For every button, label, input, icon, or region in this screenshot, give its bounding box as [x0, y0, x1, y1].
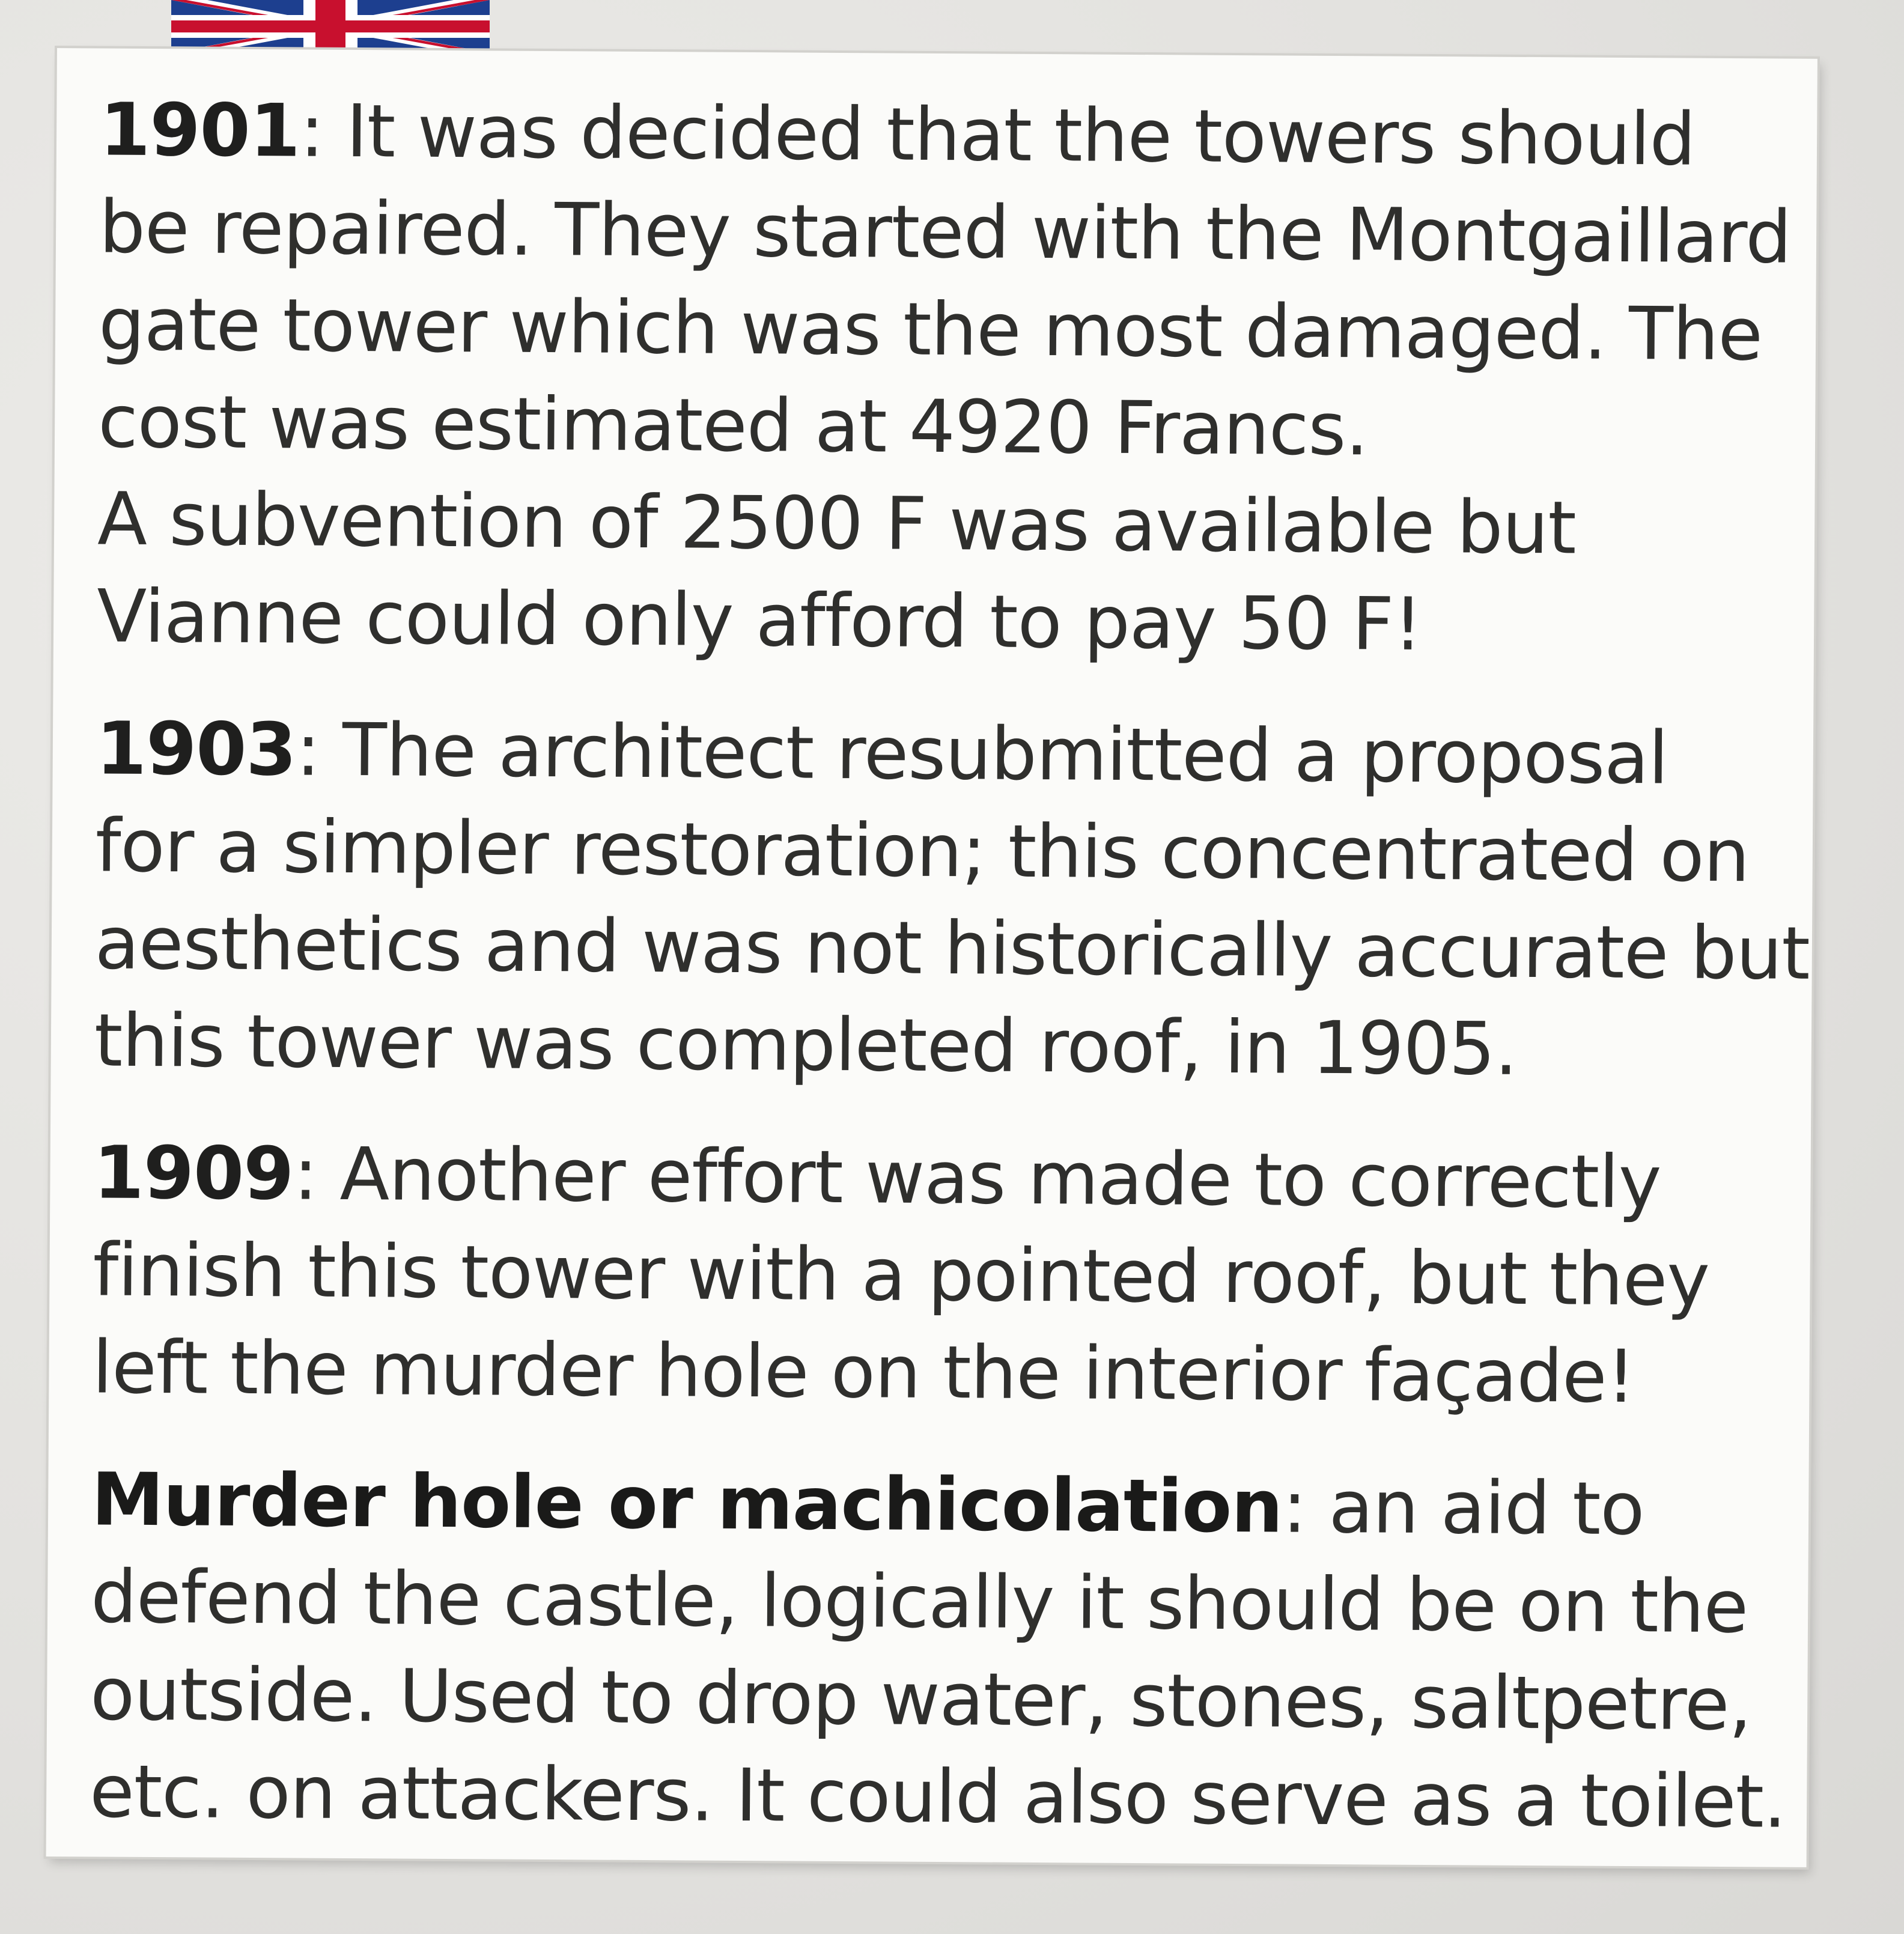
text-line: for a simpler restoration; this concentrated on	[95, 803, 1750, 899]
text-block	[89, 81, 1810, 1885]
year-heading: 1909	[93, 1130, 294, 1217]
text-line: left the murder hole on the interior façade!	[92, 1325, 1635, 1420]
text-line: Vianne could only afford to pay 50 F!	[96, 574, 1423, 667]
text-line: Murder hole or machicolation: an aid to	[91, 1457, 1644, 1552]
text-line: outside. Used to drop water, stones, saltpetre,	[90, 1652, 1752, 1747]
text-line: etc. on attackers. It could also serve as a toilet.	[89, 1749, 1786, 1844]
text-line: A subvention of 2500 F was available but	[97, 476, 1577, 571]
info-panel	[46, 48, 1817, 1867]
text-line: 1903: The architect resubmitted a proposal	[96, 706, 1668, 801]
text-line: cost was estimated at 4920 Francs.	[97, 379, 1369, 472]
paragraph-1901	[96, 81, 1792, 675]
text-line: gate tower which was the most damaged. The	[98, 282, 1763, 377]
year-heading: 1901	[99, 87, 300, 174]
text-line: this tower was completed roof, in 1905.	[94, 998, 1518, 1092]
text-line: aesthetics and was not historically accurate but	[94, 901, 1810, 996]
paragraph-murder-hole	[89, 1451, 1786, 1850]
term-heading: Murder hole or machicolation	[91, 1457, 1283, 1549]
text-line: defend the castle, logically it should be on the	[90, 1554, 1748, 1650]
text-line: finish this tower with a pointed roof, but they	[93, 1227, 1710, 1322]
union-jack-flag-icon	[171, 0, 490, 53]
year-heading: 1903	[96, 706, 297, 792]
paragraph-1903	[94, 700, 1810, 1099]
paragraph-1909	[92, 1124, 1776, 1426]
text-line: be repaired. They started with the Montgaillard	[99, 184, 1792, 280]
text-line: 1909: Another effort was made to correctly	[93, 1130, 1661, 1225]
text-line: 1901: It was decided that the towers should	[99, 87, 1696, 182]
